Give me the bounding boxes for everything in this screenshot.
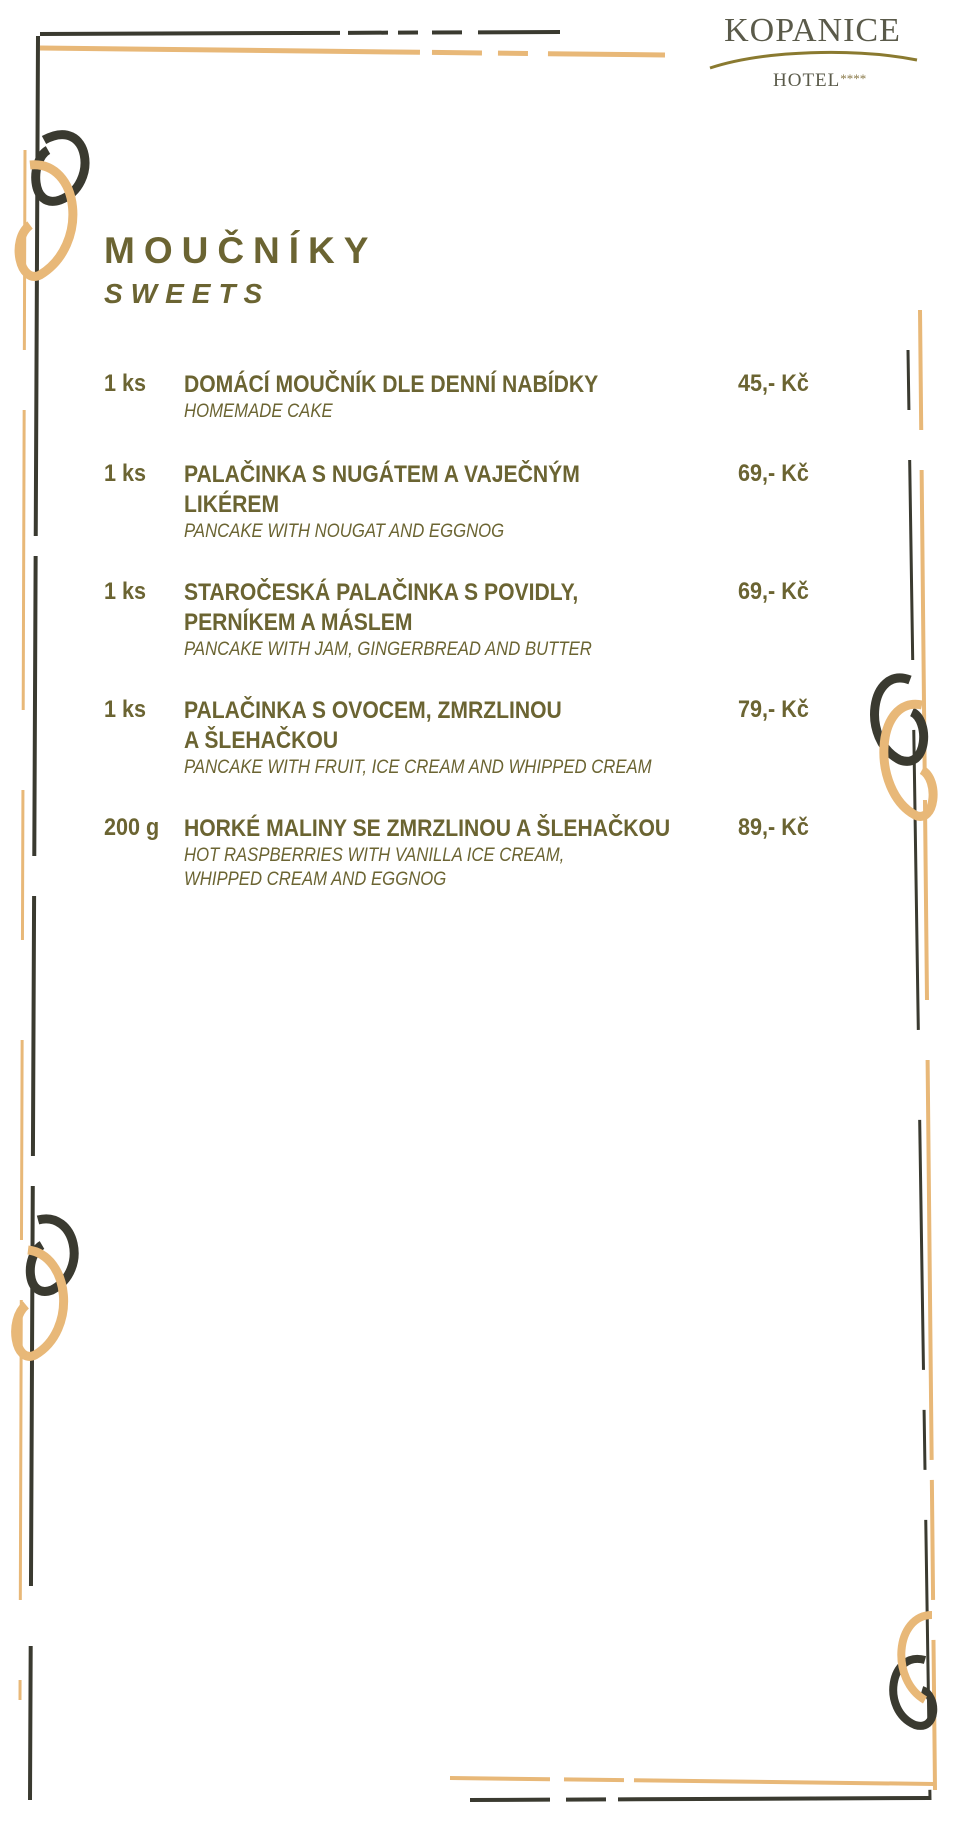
item-name: HORKÉ MALINY SE ZMRZLINOU A ŠLEHAČKOU [184,815,671,842]
item-quantity: 200 g [104,814,160,841]
logo-swoosh-icon [705,46,920,72]
item-quantity: 1 ks [104,460,147,487]
logo-stars: **** [840,71,867,86]
item-english: WHIPPED CREAM AND EGGNOG [184,869,447,890]
item-english: HOT RASPBERRIES WITH VANILLA ICE CREAM, [184,845,565,866]
item-price: 79,- Kč [738,696,809,723]
hotel-logo [705,8,920,98]
item-name: STAROČESKÁ PALAČINKA S POVIDLY, [184,579,579,606]
item-quantity: 1 ks [104,578,147,605]
menu-item [104,370,824,460]
item-name: A ŠLEHAČKOU [184,727,339,754]
section-subtitle: SWEETS [104,278,271,309]
item-name: PALAČINKA S OVOCEM, ZMRZLINOU [184,697,562,724]
section-title: MOUČNÍKY [104,230,378,271]
item-english: PANCAKE WITH FRUIT, ICE CREAM AND WHIPPED CREAM [184,757,652,778]
item-english: PANCAKE WITH JAM, GINGERBREAD AND BUTTER [184,639,592,660]
menu-item [104,814,824,904]
item-price: 69,- Kč [738,578,809,605]
menu-item [104,696,824,814]
item-name: DOMÁCÍ MOUČNÍK DLE DENNÍ NABÍDKY [184,371,599,398]
item-english: HOMEMADE CAKE [184,401,333,422]
logo-hotel-text: HOTEL [773,70,841,91]
menu-item [104,578,824,696]
logo-name: KOPANICE [724,12,901,49]
menu-item [104,460,824,578]
item-english: PANCAKE WITH NOUGAT AND EGGNOG [184,521,505,542]
item-price: 89,- Kč [738,814,809,841]
item-name: LIKÉREM [184,491,280,518]
item-price: 69,- Kč [738,460,809,487]
menu-list [104,370,824,904]
item-quantity: 1 ks [104,696,147,723]
logo-hotel [773,70,866,92]
item-quantity: 1 ks [104,370,147,397]
item-price: 45,- Kč [738,370,809,397]
item-name: PERNÍKEM A MÁSLEM [184,609,413,636]
item-name: PALAČINKA S NUGÁTEM A VAJEČNÝM [184,461,580,488]
